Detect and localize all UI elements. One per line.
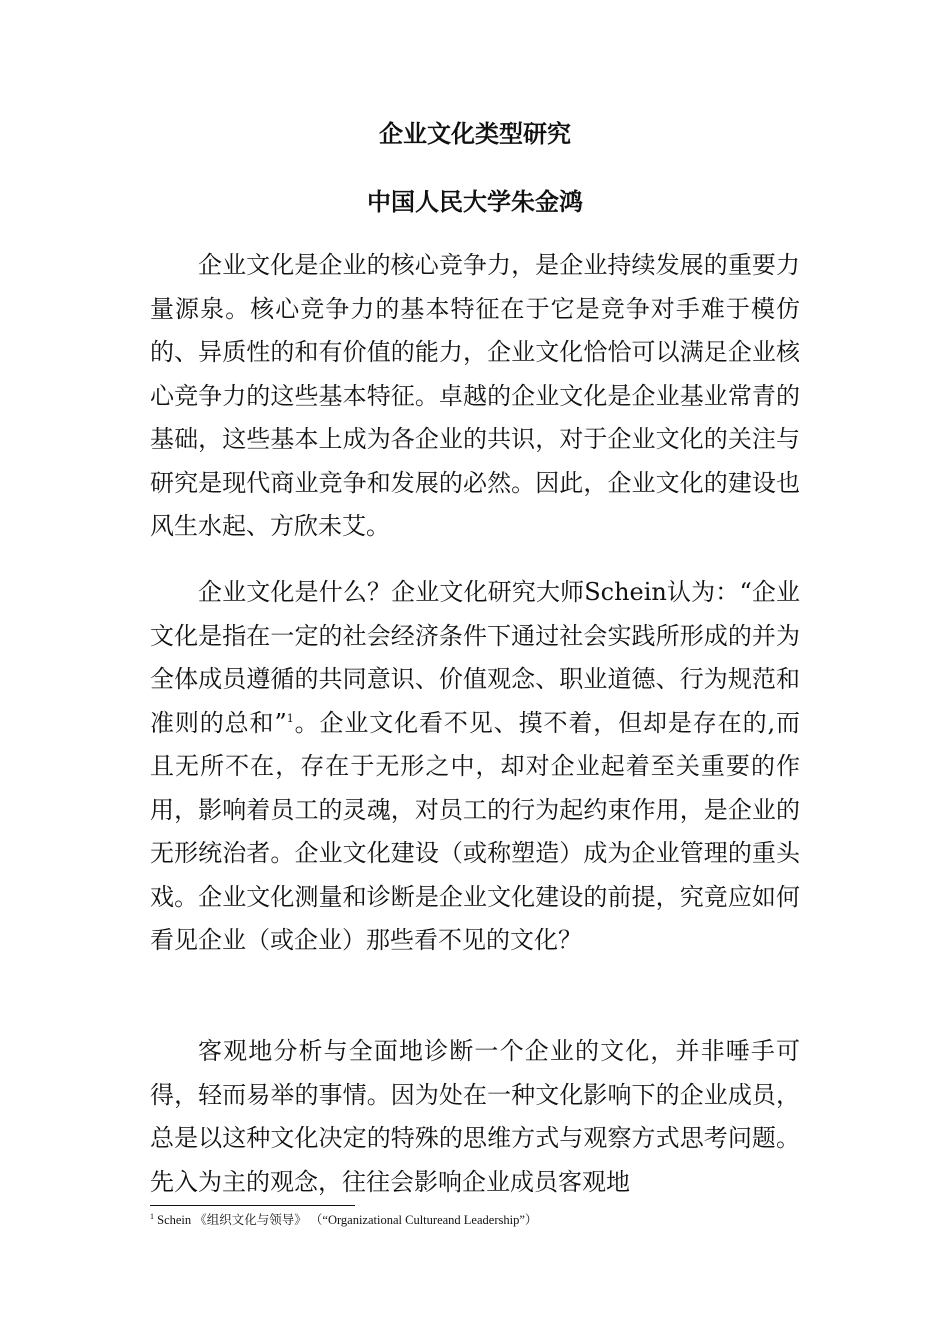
footnote-separator bbox=[150, 1205, 355, 1206]
footnote-text: Schein 《组织文化与领导》 （“Organizational Cultureand Leadership”） bbox=[154, 1213, 538, 1227]
footnote-reference[interactable]: 1 bbox=[286, 711, 294, 725]
author-line: 中国人民大学朱金鸿 bbox=[367, 187, 583, 216]
footnote bbox=[150, 1212, 800, 1228]
footnote-marker: 1 bbox=[150, 1211, 154, 1221]
paragraph-1 bbox=[150, 244, 800, 549]
paragraph-3 bbox=[150, 1030, 800, 1204]
paragraph-2-part-a: 企业文化是什么？企业文化研究大师Schein认为：“企业文化是指在一定的社会经济条件下通过社会实践所形成的并为全体成员遵循的共同意识、价值观念、职业道德、行为规范和准则的总和” bbox=[150, 578, 800, 737]
paragraph-2 bbox=[150, 571, 800, 963]
document-title: 企业文化类型研究 bbox=[379, 119, 571, 148]
paragraph-3-text: 客观地分析与全面地诊断一个企业的文化，并非唾手可得，轻而易举的事情。因为处在一种文化影响下的企业成员，总是以这种文化决定的特殊的思维方式与观察方式思考问题。 先入为主的观念，往往会影响企业成员客观地 bbox=[150, 1037, 800, 1196]
paragraph-2-text bbox=[150, 571, 800, 963]
paragraph-2-part-b: 。企业文化看不见、摸不着，但却是存在的,而且无所不在，存在于无形之中，却对企业起着至关重要的作用，影响着员工的灵魂，对员工的行为起约束作用，是企业的无形统治者。企业文化建设（或称塑造）成为企业管理的重头戏。企业文化测量和诊断是企业文化建设的前提，究竟应如何看见企业（或企业）那些看不见的文化？ bbox=[150, 708, 800, 954]
paragraph-1-text: 企业文化是企业的核心竞争力，是企业持续发展的重要力量源泉。核心竞争力的基本特征在于它是竞争对手难于模仿的、异质性的和有价值的能力，企业文化恰恰可以满足企业核心竞争力的这些基本特征。卓越的企业文化是企业基业常青的基础，这些基本上成为各企业的共识，对于企业文化的关注与研究是现代商业竞争和发展的必然。因此，企业文化的建设也风生水起、方欣未艾。 bbox=[150, 251, 800, 540]
